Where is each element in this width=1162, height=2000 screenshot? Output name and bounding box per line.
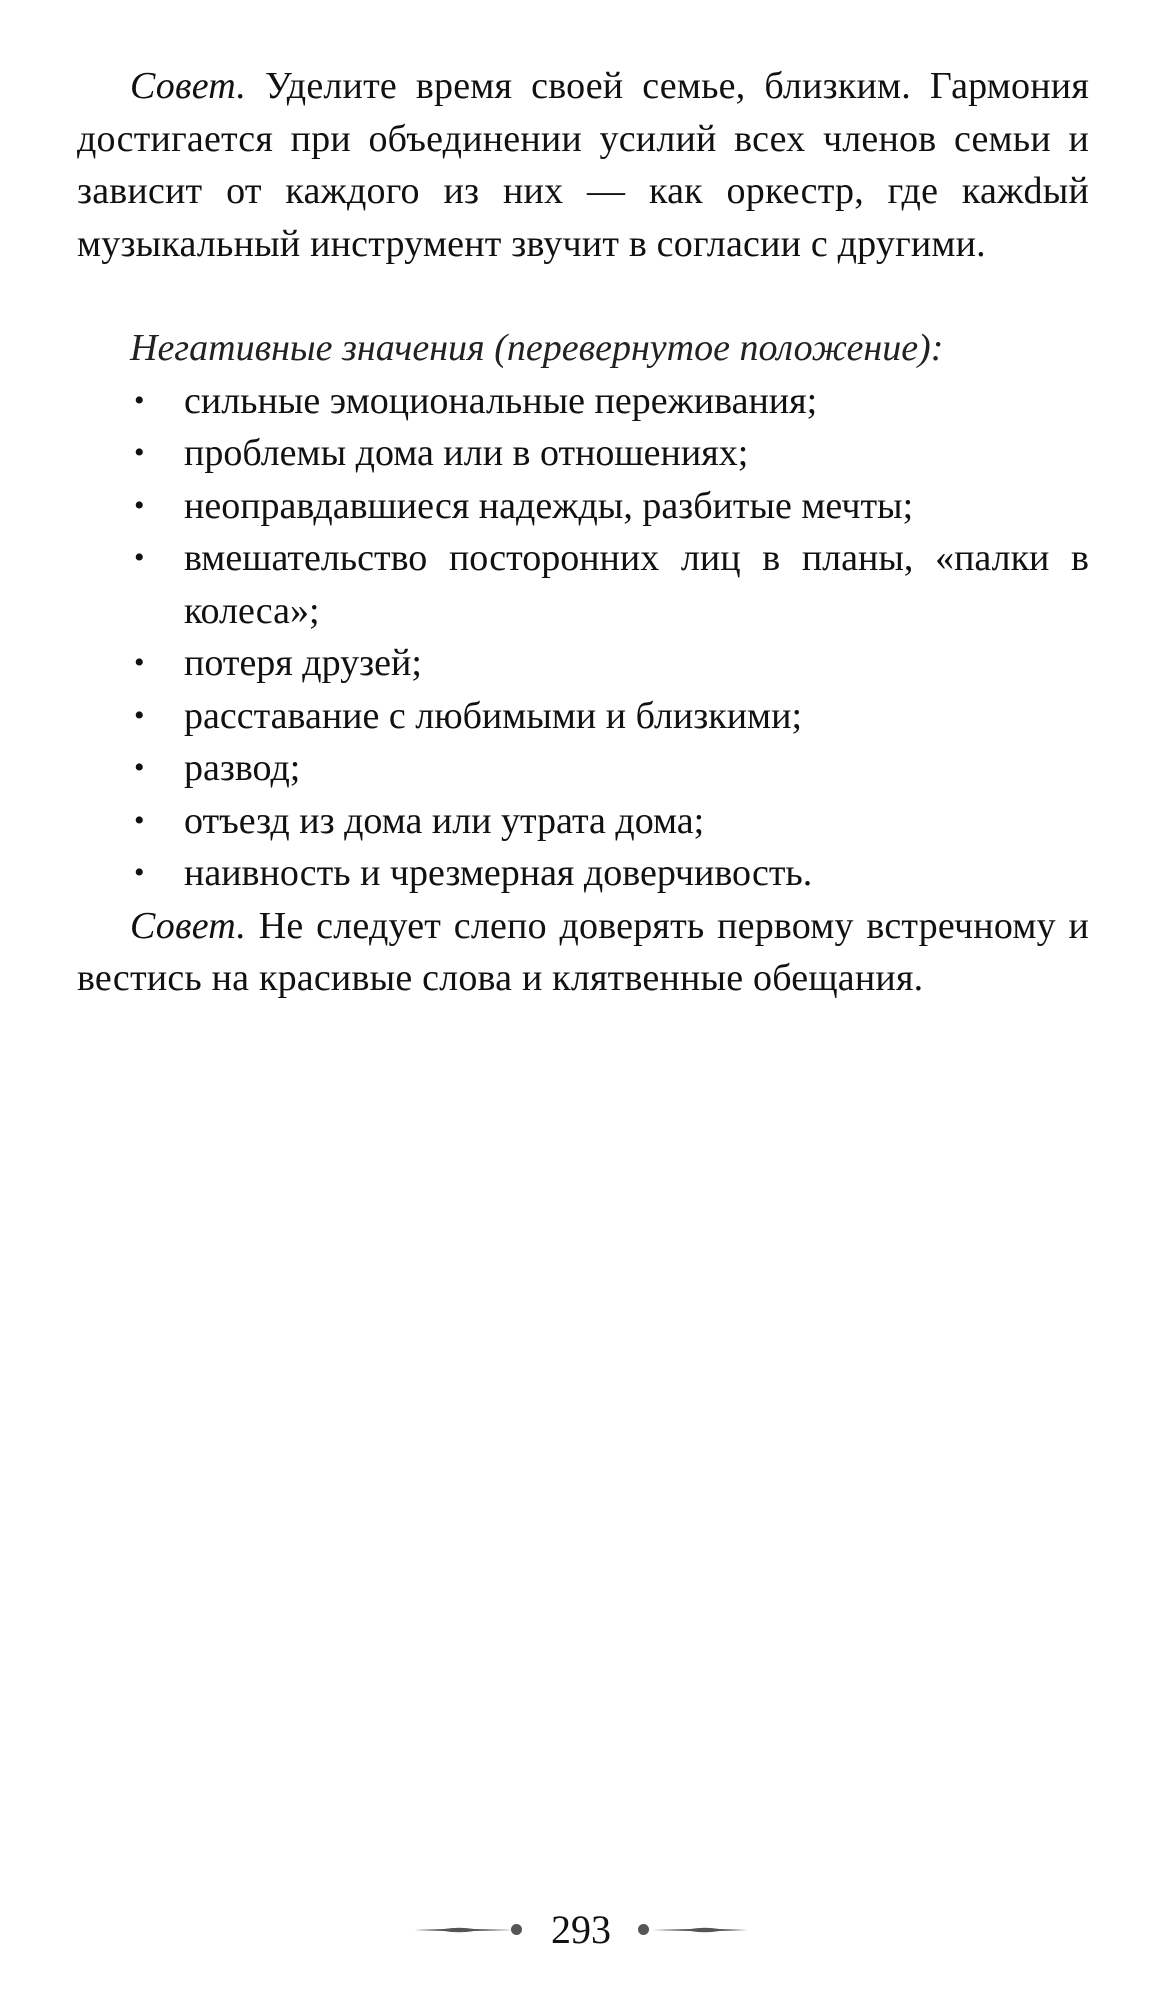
list-item [77,742,1089,795]
list-item [77,427,1089,480]
list-item [77,690,1089,743]
list-item-text: развод; [184,747,301,789]
list-item [77,480,1089,533]
advice-paragraph-positive [77,60,1089,270]
bullet-icon: • [134,698,145,732]
advice-label: Совет. [130,65,247,107]
bullet-icon: • [134,541,145,574]
bullet-icon: • [134,488,145,522]
right-dot-icon [638,1924,649,1935]
left-ornament-icon [414,1926,514,1934]
bullet-icon: • [134,856,145,889]
spacer [77,270,1089,322]
bullet-icon: • [134,803,145,837]
page-number: 293 [551,1907,611,1952]
list-item-text: неоправдавшиеся надежды, разбитые мечты; [184,484,914,527]
left-dot-icon [511,1924,522,1935]
advice-text: Уделите время своей семье, близким. Гармония достигается при объединении усилий всех членов семьи и зависит от каждого из них — как оркестр, где кажdый музыкальный инструмент звучит в согласии с другими. [77,65,1089,265]
bullet-icon: • [134,383,145,417]
bullet-icon: • [134,646,145,679]
bullet-icon: • [134,751,145,784]
list-item [77,532,1089,637]
list-item [77,847,1089,900]
list-item [77,637,1089,690]
negative-meanings-list [77,375,1089,900]
list-item [77,795,1089,848]
list-item-text: наивность и чрезмерная доверчивость. [184,852,813,894]
bullet-icon: • [134,436,145,469]
list-item-text: вмешательство посторонних лиц в планы, «палки в колеса»; [184,537,1089,632]
right-ornament-icon [652,1926,748,1934]
list-item-text: расставание с любимыми и близкими; [184,694,803,737]
page-body [77,60,1089,1005]
page-footer [0,1905,1162,1955]
negative-meanings-heading: Негативные значения (перевернутое положение): [130,327,944,369]
list-item-text: потеря друзей; [184,642,422,684]
advice-label: Совет. [130,904,247,947]
list-item-text: сильные эмоциональные переживания; [184,379,818,422]
list-item [77,375,1089,428]
advice-text: Не следует слепо доверять первому встречному и вестись на красивые слова и клятвенные обещания. [77,904,1089,999]
list-item-text: проблемы дома или в отношениях; [184,432,749,474]
list-item-text: отъезд из дома или утрата дома; [184,799,705,842]
advice-paragraph-negative [77,900,1089,1005]
